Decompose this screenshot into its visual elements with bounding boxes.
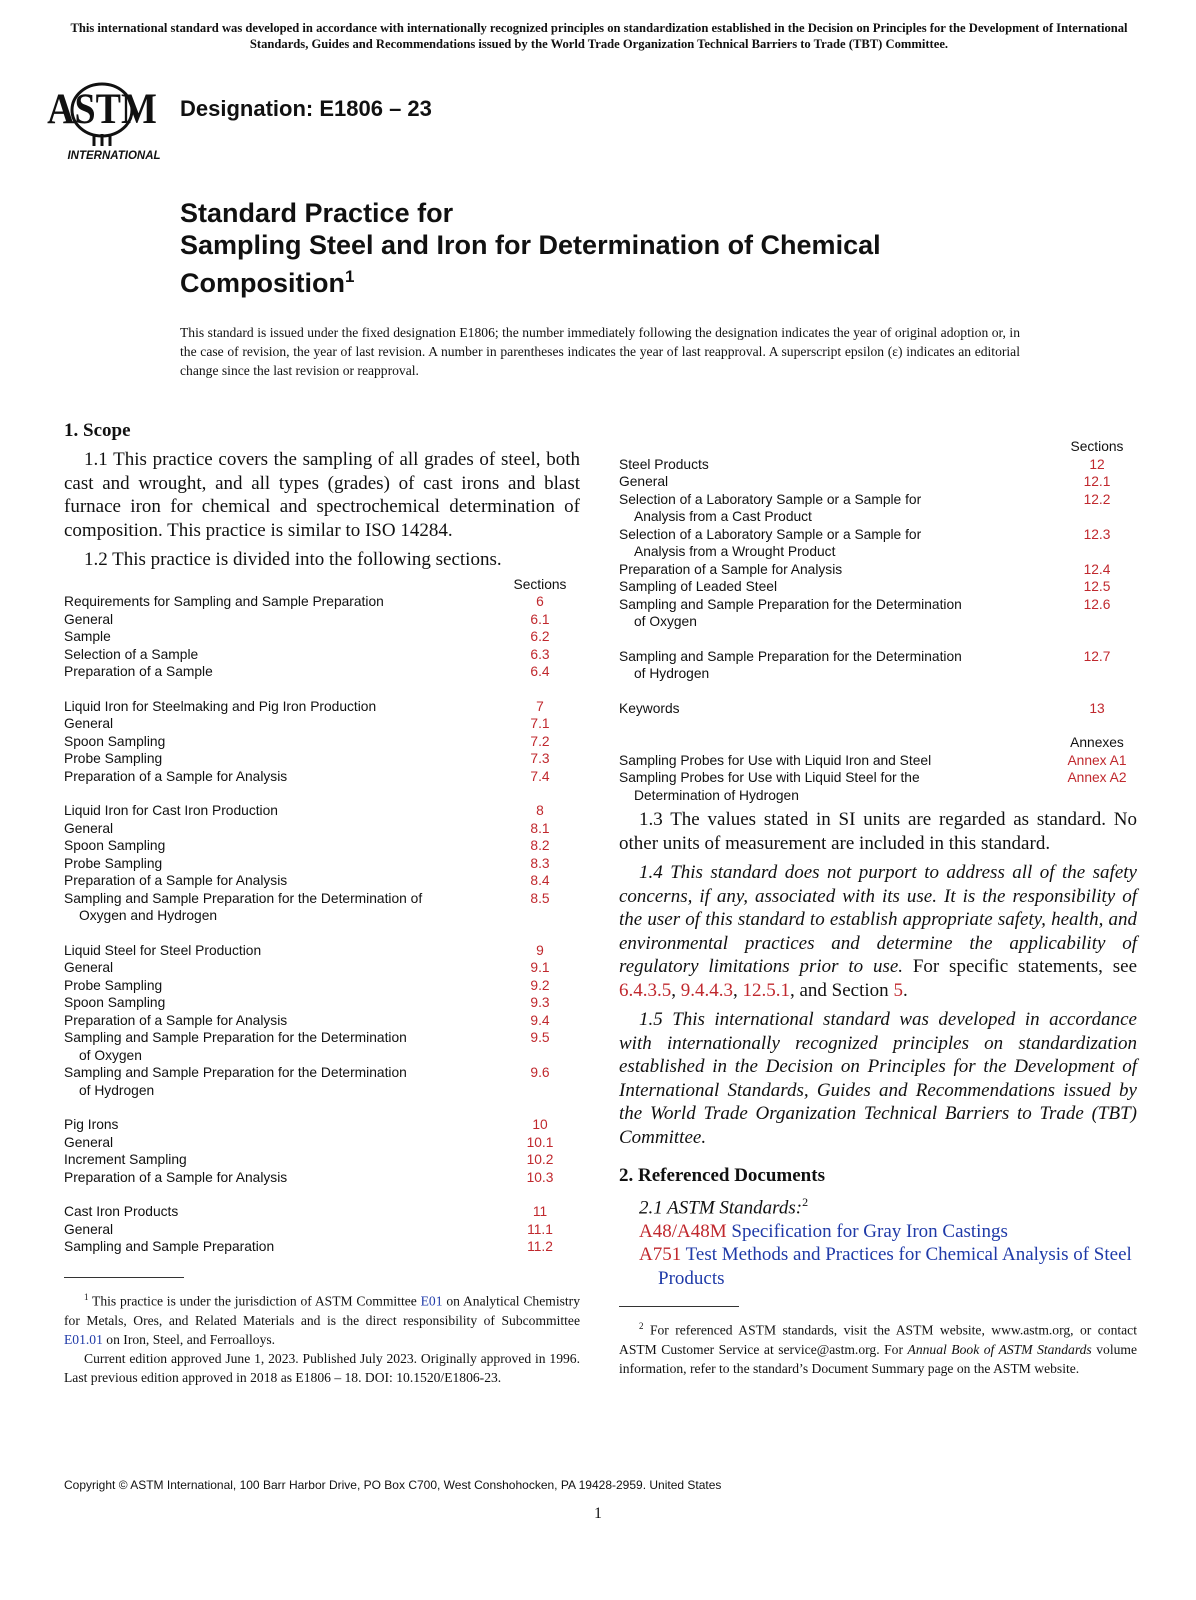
toc-entry [64,977,500,995]
toc-entry-text: Sampling and Sample Preparation for the Determination [64,1030,407,1045]
section-link[interactable]: 9.2 [530,977,550,993]
footnote-1-edition: Current edition approved June 1, 2023. Published July 2023. Originally approved in 1996. Last previous edition approved in 2018 as E1806 – 18. DOI: 10.1520/E1806-23. [64,1350,580,1385]
toc-row [64,1221,580,1239]
para-1-3: 1.3 The values stated in SI units are regarded as standard. No other units of measurement are included in this standard. [619,809,1137,854]
title-line-3-text: Composition [180,268,345,298]
svg-text:INTERNATIONAL: INTERNATIONAL [67,150,161,162]
section-link[interactable]: 7 [536,698,544,714]
toc-row [64,593,580,611]
toc-entry [64,1221,500,1239]
toc-entry [64,855,500,873]
toc-row [64,1134,580,1152]
section-link[interactable]: 12 [1089,456,1105,472]
ref-link-6-4-3-5[interactable]: 6.4.3.5 [619,979,672,1001]
trade-notice: This international standard was developed in accordance with internationally recognized principles on standardization established in the Decision on Principles for the Development of International Standards, Guides and Recommendations issued by the World Trade Organization Technical Barriers to Trade (TBT) Committee. [70,21,1128,51]
toc-row [619,526,1137,561]
toc-entry [619,596,1057,631]
toc-row [64,698,580,716]
toc-entry [64,1169,500,1187]
toc-entry-text: General [64,611,114,627]
annex-link[interactable]: Annex A1 [1067,752,1127,768]
para-1-4-and: , and Section [790,979,889,1001]
toc-row [619,491,1137,526]
footnote-block-1 [64,1277,580,1387]
toc-entry-text: Sampling of Leaded Steel [619,579,778,594]
footnote-1 [64,1288,580,1349]
astm-standards-label: 2.1 ASTM Standards: [639,1197,803,1219]
toc-entry [619,473,1057,491]
title-line-3 [180,261,1080,299]
toc-entry [64,715,500,733]
toc-entry [619,700,1057,718]
footnote-2-italic: Annual Book of ASTM Standards [907,1341,1092,1357]
toc-entry-continuation: Oxygen and Hydrogen [79,908,218,923]
toc-row [64,802,580,820]
footnote-2-text-a: For referenced ASTM standards, visit the ASTM website, www.astm.org, or contact ASTM Customer Service at service@astm.org. For [619,1322,1137,1357]
toc-row [619,700,1137,718]
sections-header: Sections [513,576,567,592]
section-link[interactable]: 8.3 [530,855,550,871]
group-gap [64,681,580,698]
astm-standards-subheading [619,1191,1137,1220]
toc-entry [64,593,500,611]
section-link[interactable]: 12.5 [1083,579,1111,594]
toc-row [64,1238,580,1256]
toc-row [64,977,580,995]
section-link[interactable]: 7.1 [530,716,550,731]
toc-entry [64,1203,500,1221]
toc-row [64,611,580,629]
toc-row [64,959,580,977]
toc-entry-continuation: of Oxygen [79,1047,142,1063]
toc-entry [64,733,500,751]
ref-link-12-5-1[interactable]: 12.5.1 [742,979,790,1001]
toc-row [64,646,580,664]
toc-entry-text: Sampling and Sample Preparation for the Determination of [64,890,423,906]
toc-row [619,596,1137,631]
toc-row [64,715,580,733]
toc-row [64,1151,580,1169]
toc-entry-text: Sampling and Sample Preparation [64,1239,275,1254]
toc-row [64,768,580,786]
footnote-2-mark: 2 [639,1321,644,1332]
toc-entry-text: General [619,474,669,489]
toc-entry-text: Preparation of a Sample [64,664,213,679]
section-link[interactable]: 12.2 [1083,491,1111,507]
section-link[interactable]: 11.2 [527,1239,553,1254]
toc-row [64,628,580,646]
annex-entry [619,769,1057,804]
toc-entry [64,959,500,977]
section-link[interactable]: 10.2 [526,1152,554,1167]
section-link[interactable]: 9.5 [530,1030,550,1045]
section-link[interactable]: 9.3 [530,995,550,1010]
toc-entry-text: Selection of a Sample [64,646,199,662]
sections-table-left [64,576,580,1256]
toc-entry [64,750,500,768]
page-number: 1 [594,1505,602,1522]
toc-row [64,890,580,925]
toc-entry-continuation: of Hydrogen [79,1082,155,1098]
para-1-4: 1.4 This standard does not purport to address all of the safety concerns, if any, associated with its use. It is the responsibility of the user of this standard to establish appropriate safety, health, and environmental practices and determine the applicability of regulatory limitations prior to use. For specific statements, see 6.4.3.5, 9.4.4.3, 12.5.1, and Section 5. [619,862,1138,1001]
section-link[interactable]: 9 [536,942,544,958]
title-line-1: Standard Practice for [180,198,454,228]
toc-row [64,837,580,855]
toc-entry-text: Preparation of a Sample for Analysis [64,873,288,888]
footnote-2-ref[interactable]: 2 [802,1195,809,1209]
toc-entry [64,942,500,960]
toc-entry-text: General [64,716,114,731]
para-1-2: 1.2 This practice is divided into the following sections. [84,549,502,570]
section-link[interactable]: 6.3 [530,646,550,662]
toc-entry [64,1151,500,1169]
toc-row [64,1116,580,1134]
toc-row [64,733,580,751]
toc-entry-text: Steel Products [619,456,709,472]
referenced-documents [619,1191,1137,1290]
footnote-rule-2 [619,1306,739,1307]
section-link[interactable]: 6.4 [530,664,550,679]
footnote-block-2 [619,1306,1137,1378]
toc-entry-continuation: Analysis from a Cast Product [634,509,812,524]
toc-row [619,561,1137,579]
annex-row [619,752,1137,770]
section-link[interactable]: 10 [532,1117,548,1132]
section-link[interactable]: 8 [536,803,544,818]
para-1-1: 1.1 This practice covers the sampling of all grades of steel, both cast and wrought, and all types (grades) of cast irons and blast furnace iron for chemical and spectrochemical determination of composition. This practice is similar to ISO 14284. [64,449,580,541]
section-link[interactable]: 8.2 [530,838,550,853]
section-link[interactable]: 6.1 [530,611,550,627]
subcommittee-link[interactable]: E01.01 [64,1331,103,1347]
sections-header-right: Sections [1070,439,1124,454]
ref-code-a48[interactable]: A48/A48M [639,1220,727,1242]
designation: Designation: E1806 – 23 [180,96,432,121]
toc-entry [64,698,500,716]
section-link[interactable]: 8.1 [530,820,550,836]
section-link[interactable]: 12.7 [1083,648,1111,664]
section-link[interactable]: 10.1 [526,1134,554,1150]
footnote-1-text-c: on Iron, Steel, and Ferroalloys. [106,1331,276,1347]
toc-entry-text: Liquid Iron for Steelmaking and Pig Iron Production [64,698,377,714]
toc-entry-text: General [64,1221,114,1237]
toc-row [619,578,1137,596]
toc-entry [64,768,500,786]
toc-row [64,820,580,838]
toc-entry-text: General [64,960,114,975]
toc-entry [619,491,1057,526]
section-link[interactable]: 11 [532,1204,548,1219]
astm-logo [47,68,172,166]
scope-heading: 1. Scope [64,420,131,441]
toc-entry [64,1238,500,1256]
toc-entry [64,663,500,681]
ref-item-a751[interactable] [619,1243,1137,1290]
para-1-4-text: For specific statements, see [912,956,1138,977]
toc-row [619,648,1137,683]
toc-entry [619,578,1057,596]
toc-entry [64,1116,500,1134]
toc-entry [64,628,500,646]
annex-link[interactable]: Annex A2 [1067,770,1127,785]
footnote-2-text-b: volume information, refer to the standard’s Document Summary page on the ASTM website. [619,1341,1137,1376]
section-link[interactable]: 13 [1089,700,1105,716]
ref-code-a751[interactable]: A751 [639,1244,682,1266]
annex-entry-text: Sampling Probes for Use with Liquid Iron and Steel [619,752,932,768]
toc-entry [64,820,500,838]
section-link[interactable]: 7.4 [530,768,550,784]
toc-entry [64,1012,500,1030]
group-gap [64,1099,580,1116]
toc-entry [619,456,1057,474]
toc-entry [64,646,500,664]
ref-title-a751[interactable]: Test Methods and Practices for Chemical Analysis of Steel Products [658,1244,1132,1289]
toc-entry-text: Probe Sampling [64,751,163,766]
toc-entry-text: Requirements for Sampling and Sample Preparation [64,594,384,609]
right-column [619,438,1137,1378]
section-link[interactable]: 6.2 [530,629,550,644]
toc-entry [64,837,500,855]
group-gap [64,1186,580,1203]
toc-entry-text: Liquid Steel for Steel Production [64,942,262,958]
toc-entry-text: Sampling and Sample Preparation for the Determination [64,1065,407,1080]
toc-row [64,1203,580,1221]
left-column [64,420,581,1385]
para-1-4-italic: 1.4 This standard does not purport to address all of the safety concerns, if any, associated with its use. It is the responsibility of the user of this standard to establish appropriate safety, health, and environmental practices and determine the applicability of regulatory limitations prior to use. [619,862,1137,977]
section-link[interactable]: 8.5 [530,890,550,906]
footnote-1-mark: 1 [84,1292,89,1302]
footnote-2 [619,1317,1137,1378]
ref-link-section-5[interactable]: 5 [893,979,903,1001]
sections-table-right [619,438,1137,804]
toc-entry-text: Preparation of a Sample for Analysis [64,1012,288,1028]
ref-title-a48[interactable]: Specification for Gray Iron Castings [731,1220,1008,1242]
toc-entry [64,994,500,1012]
toc-row [64,1012,580,1030]
toc-row [64,663,580,681]
toc-entry-text: Preparation of a Sample for Analysis [619,561,843,577]
toc-entry-text: Probe Sampling [64,855,163,871]
annex-row [619,769,1137,804]
section-link[interactable]: 8.4 [530,873,550,888]
section-link[interactable]: 9.6 [530,1065,550,1080]
toc-entry-text: Increment Sampling [64,1152,187,1167]
toc-entry-text: Keywords [619,700,680,716]
footnote-1-text-b: on Analytical Chemistry for Metals, Ores, and Related Materials and is the direct responsibility of Subcommittee [64,1293,581,1328]
section-link[interactable]: 11.1 [527,1221,553,1237]
issued-note: This standard is issued under the fixed designation E1806; the number immediately following the designation indicates the year of original adoption or, in the case of revision, the year of last revision. A number in parentheses indicates the year of last reapproval. A superscript epsilon (ε) indicates an editorial change since the last revision or reapproval. [180,325,1020,378]
toc-entry-text: Cast Iron Products [64,1204,179,1219]
copyright: Copyright © ASTM International, 100 Barr Harbor Drive, PO Box C700, West Conshohocken, PA 19428-2959. United States [64,1478,722,1492]
title-line-2: Sampling Steel and Iron for Determination of Chemical [180,230,881,260]
toc-row [64,1169,580,1187]
annex-entry [619,752,1057,770]
toc-entry-text: Selection of a Laboratory Sample or a Sample for [619,491,922,507]
toc-entry-text: Pig Irons [64,1117,119,1132]
section-link[interactable]: 7.2 [530,733,550,749]
para-1-4-end: . [902,979,908,1001]
ref-link-9-4-4-3[interactable]: 9.4.4.3 [680,979,733,1001]
toc-entry [619,561,1057,579]
refdocs-heading: 2. Referenced Documents [619,1165,825,1186]
toc-entry [64,1134,500,1152]
group-gap [619,683,1137,700]
toc-entry [64,802,500,820]
toc-entry-text: Selection of a Laboratory Sample or a Sample for [619,526,922,542]
footnote-1-text-a: This practice is under the jurisdiction of ASTM Committee [92,1293,417,1309]
group-gap [619,717,1137,734]
title-footnote-mark[interactable]: 1 [344,267,355,286]
section-link[interactable]: 7.3 [530,751,550,766]
section-link[interactable]: 10.3 [526,1169,554,1185]
section-link[interactable]: 12.1 [1083,474,1111,489]
group-gap [619,631,1137,648]
toc-entry-text: Spoon Sampling [64,995,166,1010]
toc-row [64,750,580,768]
toc-entry-text: General [64,1134,114,1150]
toc-entry-text: Sampling and Sample Preparation for the Determination [619,596,962,612]
toc-entry-text: Liquid Iron for Cast Iron Production [64,803,278,818]
toc-entry-continuation: of Hydrogen [634,666,710,681]
ref-item-a48[interactable] [619,1220,1137,1244]
toc-row [619,473,1137,491]
toc-entry-text: Preparation of a Sample for Analysis [64,768,288,784]
section-link[interactable]: 6 [536,594,544,609]
committee-link[interactable]: E01 [420,1293,443,1309]
toc-row [619,456,1137,474]
toc-row [64,994,580,1012]
toc-entry [64,872,500,890]
footnote-rule [64,1277,184,1278]
toc-entry [64,1029,500,1064]
annex-entry-continuation: Determination of Hydrogen [634,787,799,803]
toc-entry-continuation: Analysis from a Wrought Product [634,544,836,559]
toc-row [64,855,580,873]
toc-entry [619,526,1057,561]
toc-row [64,942,580,960]
toc-entry-text: Probe Sampling [64,977,163,993]
document-title [180,197,1080,299]
section-link[interactable]: 12.6 [1083,596,1111,612]
annex-header-row [619,734,1137,752]
toc-entry [64,611,500,629]
section-link[interactable]: 12.4 [1083,561,1111,577]
toc-row [64,1064,580,1099]
annexes-header: Annexes [1070,735,1124,750]
svg-text:ASTM: ASTM [47,84,157,133]
toc-entry [64,1064,500,1099]
toc-entry [64,890,500,925]
toc-row [64,1029,580,1064]
toc-entry-continuation: of Oxygen [634,614,697,629]
para-1-5: 1.5 This international standard was developed in accordance with internationally recognized principles on standardization established in the Decision on Principles for the Development of International Standards, Guides and Recommendations issued by the World Trade Organization Technical Barriers to Trade (TBT) Committee. [619,1009,1137,1148]
section-link[interactable]: 9.4 [530,1012,550,1028]
toc-entry-text: General [64,820,114,836]
toc-entry-text: Spoon Sampling [64,838,166,853]
toc-entry-text: Sample [64,629,111,644]
section-link[interactable]: 12.3 [1083,526,1111,542]
toc-entry-text: Spoon Sampling [64,733,166,749]
toc-entry-text: Sampling and Sample Preparation for the Determination [619,648,962,664]
toc-entry [619,648,1057,683]
toc-row [64,872,580,890]
annex-entry-text: Sampling Probes for Use with Liquid Steel for the [619,770,920,785]
toc-entry-text: Preparation of a Sample for Analysis [64,1169,288,1185]
group-gap [64,785,580,802]
group-gap [64,925,580,942]
section-link[interactable]: 9.1 [530,960,550,975]
